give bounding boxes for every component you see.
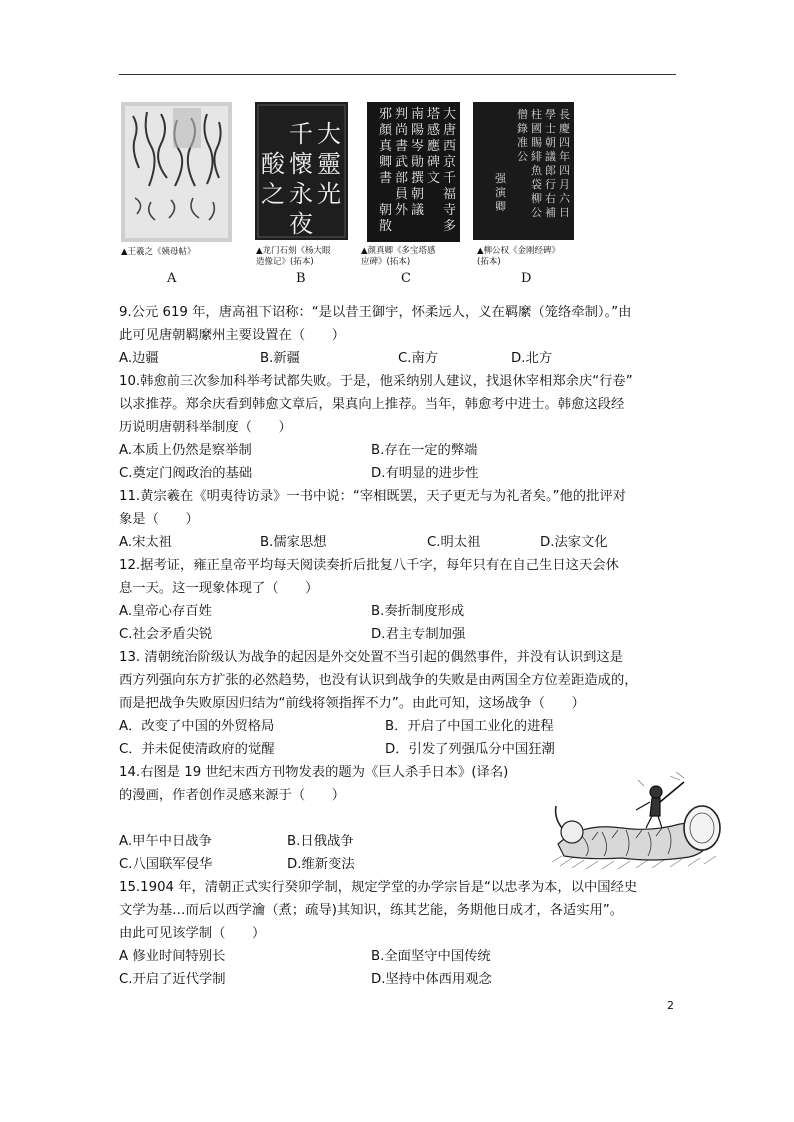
svg-text:朝: 朝 (411, 187, 425, 202)
svg-text:寺: 寺 (443, 203, 457, 218)
svg-text:多: 多 (443, 219, 457, 234)
svg-text:賜: 賜 (531, 136, 542, 149)
svg-text:真: 真 (379, 139, 393, 154)
q15-option-b[interactable]: B.全面坚守中国传统 (371, 949, 491, 964)
q12-option-a[interactable]: A.皇帝心存百姓 (119, 604, 212, 619)
svg-text:年: 年 (559, 150, 570, 163)
svg-text:月: 月 (559, 178, 570, 191)
q9-line-1: 9.公元 619 年，唐高祖下诏称：“是以昔王御宇，怀柔远人，义在羁縻（笼络牵制）。”由 (119, 305, 632, 320)
page-number: 2 (667, 999, 674, 1012)
q14-option-a[interactable]: A.甲午中日战争 (119, 834, 212, 849)
q11-option-d[interactable]: D.法家文化 (540, 535, 608, 550)
q12-line-2: 息一天。这一现象体现了（ ） (119, 581, 319, 596)
q14-option-b[interactable]: B.日俄战争 (287, 834, 354, 849)
svg-text:郎: 郎 (545, 164, 556, 177)
q11-line-1: 11.黄宗羲在《明夷待访录》一书中说：“宰相既罢，天子更无与为礼者矣。”他的批评对 (119, 489, 626, 504)
svg-text:酸: 酸 (261, 150, 285, 178)
figure-letter-c: C (401, 271, 411, 286)
caption-b-line2: 造像记》(拓本) (256, 257, 314, 267)
svg-text:緋: 緋 (531, 150, 542, 163)
figure-letter-a: A (167, 271, 177, 286)
q15-line-2: 文学为基…而后以西学瀹（煮；疏导)其知识，练其艺能，务期他日成才，各适实用”。 (119, 903, 624, 918)
calligraphy-image-a (121, 102, 232, 242)
q15-option-c[interactable]: C.开启了近代学制 (119, 972, 226, 987)
svg-text:四: 四 (559, 136, 570, 149)
svg-text:長: 長 (559, 108, 570, 121)
svg-text:判: 判 (395, 107, 409, 122)
svg-text:陽: 陽 (411, 123, 425, 138)
svg-text:慶: 慶 (559, 122, 570, 135)
svg-text:塔: 塔 (427, 107, 441, 122)
q12-option-d[interactable]: D.君主专制加强 (371, 627, 466, 642)
giant-killer-cartoon-image (552, 770, 730, 872)
caption-c-line1: ▲颜真卿《多宝塔感 (361, 246, 436, 256)
svg-text:六: 六 (559, 192, 570, 205)
svg-text:卿: 卿 (379, 155, 393, 170)
svg-text:京: 京 (443, 155, 457, 170)
q15-option-a[interactable]: A 修业时间特别长 (119, 949, 226, 964)
q13-option-c[interactable]: C．并未促使清政府的觉醒 (119, 742, 275, 757)
svg-text:柳: 柳 (531, 192, 542, 205)
svg-text:朝: 朝 (545, 136, 556, 149)
figure-letter-d: D (521, 271, 532, 286)
q13-option-b[interactable]: B．开启了中国工业化的进程 (385, 719, 554, 734)
q11-option-c[interactable]: C.明太祖 (427, 535, 481, 550)
svg-text:福: 福 (443, 187, 457, 202)
q11-option-b[interactable]: B.儒家思想 (260, 535, 327, 550)
q9-option-c[interactable]: C.南方 (398, 351, 439, 366)
q13-line-1: 13. 清朝统治阶级认为战争的起因是外交处置不当引起的偶然事件，并没有认识到这是 (119, 650, 624, 665)
caption-b-line1: ▲龙门石刻《杨大眼 (256, 246, 331, 256)
q14-option-d[interactable]: D.维新变法 (287, 857, 355, 872)
svg-text:散: 散 (379, 219, 393, 234)
svg-text:准: 准 (517, 136, 528, 149)
q10-option-a[interactable]: A.本质上仍然是察举制 (119, 443, 252, 458)
svg-text:永: 永 (289, 180, 313, 208)
q10-option-c[interactable]: C.奠定门阀政治的基础 (119, 466, 253, 481)
q14-option-c[interactable]: C.八国联军侵华 (119, 857, 213, 872)
svg-text:碑: 碑 (427, 155, 441, 170)
q10-line-2: 以求推荐。郑余庆看到韩愈文章后，果真向上推荐。当年，韩愈考中进士。韩愈这段经 (119, 397, 625, 412)
q10-line-1: 10.韩愈前三次参加科举考试都失败。于是，他采纳别人建议，找退休宰相郑余庆“行卷” (119, 374, 633, 389)
svg-text:袋: 袋 (531, 178, 542, 191)
svg-text:魚: 魚 (531, 164, 542, 177)
svg-text:柱: 柱 (531, 108, 542, 121)
svg-text:感: 感 (427, 123, 441, 138)
q9-option-a[interactable]: A.边疆 (119, 351, 159, 366)
q15-option-d[interactable]: D.坚持中体西用观念 (371, 972, 492, 987)
calligraphy-image-b (255, 102, 348, 240)
svg-text:千: 千 (443, 171, 457, 186)
svg-text:邪: 邪 (379, 107, 393, 122)
svg-text:部: 部 (395, 171, 409, 186)
svg-text:朝: 朝 (379, 203, 393, 218)
q13-line-3: 而是把战争失败原因归结为“前线将领指挥不力”。由此可知，这场战争（ ） (119, 696, 585, 711)
q11-line-2: 象是（ ） (119, 512, 199, 527)
svg-text:僧: 僧 (517, 108, 528, 121)
q14-line-2: 的漫画，作者创作灵感来源于（ ） (119, 788, 346, 803)
q12-line-1: 12.据考证，雍正皇帝平均每天阅读奏折后批复八千字，每年只有在自己生日这天会休 (119, 558, 619, 573)
svg-text:國: 國 (531, 122, 542, 135)
calligraphy-image-c (367, 102, 460, 242)
svg-text:文: 文 (427, 171, 441, 186)
svg-text:士: 士 (545, 122, 556, 135)
q9-option-b[interactable]: B.新疆 (260, 351, 300, 366)
svg-text:光: 光 (317, 180, 341, 208)
q10-option-d[interactable]: D.有明显的进步性 (371, 466, 479, 481)
svg-text:西: 西 (443, 139, 457, 154)
svg-text:卿: 卿 (495, 200, 506, 213)
svg-text:强: 强 (495, 172, 506, 185)
q13-line-2: 西方列强向东方扩张的必然趋势，也没有认识到战争的失败是由两国全方位差距造成的， (119, 673, 638, 688)
q12-option-b[interactable]: B.奏折制度形成 (371, 604, 465, 619)
svg-text:員: 員 (395, 187, 409, 202)
q9-option-d[interactable]: D.北方 (511, 351, 553, 366)
q15-line-3: 由此可见该学制（ ） (119, 926, 266, 941)
svg-text:學: 學 (545, 108, 556, 121)
header-rule (119, 74, 676, 75)
svg-text:公: 公 (517, 150, 528, 163)
svg-text:錄: 錄 (517, 122, 528, 135)
svg-text:之: 之 (261, 180, 285, 208)
q15-line-1: 15.1904 年，清朝正式实行癸卯学制，规定学堂的办学宗旨是“以忠孝为本，以中国经史 (119, 880, 638, 895)
svg-text:岑: 岑 (411, 139, 425, 154)
svg-text:行: 行 (545, 178, 556, 191)
caption-a: ▲王羲之《姨母帖》 (121, 247, 196, 257)
svg-text:顏: 顏 (379, 123, 393, 138)
calligraphy-image-d (473, 102, 574, 240)
svg-text:外: 外 (395, 203, 409, 218)
q12-option-c[interactable]: C.社会矛盾尖锐 (119, 627, 213, 642)
svg-text:書: 書 (379, 171, 393, 186)
svg-text:四: 四 (559, 164, 570, 177)
svg-text:勛: 勛 (411, 155, 425, 170)
svg-text:南: 南 (411, 107, 425, 122)
svg-text:大: 大 (317, 120, 341, 148)
svg-text:撰: 撰 (411, 171, 425, 186)
q11-option-a[interactable]: A.宋太祖 (119, 535, 172, 550)
q13-option-a[interactable]: A．改变了中国的外贸格局 (119, 719, 275, 734)
caption-d-line1: ▲柳公权《金刚经碑》 (477, 246, 561, 256)
q14-line-1: 14.右图是 19 世纪末西方刊物发表的题为《巨人杀手日本》(译名) (119, 765, 509, 780)
svg-text:唐: 唐 (443, 123, 457, 138)
q13-option-d[interactable]: D．引发了列强瓜分中国狂潮 (385, 742, 555, 757)
figure-letter-b: B (296, 271, 306, 286)
caption-d-line2: (拓本) (477, 257, 501, 267)
svg-text:靈: 靈 (317, 150, 341, 178)
caption-c-line2: 应碑》(拓本) (361, 257, 411, 267)
svg-text:應: 應 (427, 139, 441, 154)
svg-text:補: 補 (545, 206, 556, 219)
svg-text:日: 日 (559, 206, 570, 219)
q10-option-b[interactable]: B.存在一定的弊端 (371, 443, 478, 458)
svg-text:大: 大 (443, 107, 457, 122)
svg-text:懷: 懷 (289, 150, 313, 178)
q9-line-2: 此可见唐朝羁縻州主要设置在（ ） (119, 328, 346, 343)
svg-text:演: 演 (495, 186, 506, 199)
svg-text:武: 武 (395, 155, 409, 170)
svg-text:公: 公 (531, 206, 542, 219)
svg-text:議: 議 (545, 150, 556, 163)
svg-text:右: 右 (545, 192, 556, 205)
svg-text:夜: 夜 (289, 210, 313, 238)
q10-line-3: 历说明唐朝科举制度（ ） (119, 420, 292, 435)
svg-text:尚: 尚 (395, 123, 409, 138)
svg-text:議: 議 (411, 203, 425, 218)
svg-text:書: 書 (395, 139, 409, 154)
svg-text:千: 千 (289, 120, 313, 148)
